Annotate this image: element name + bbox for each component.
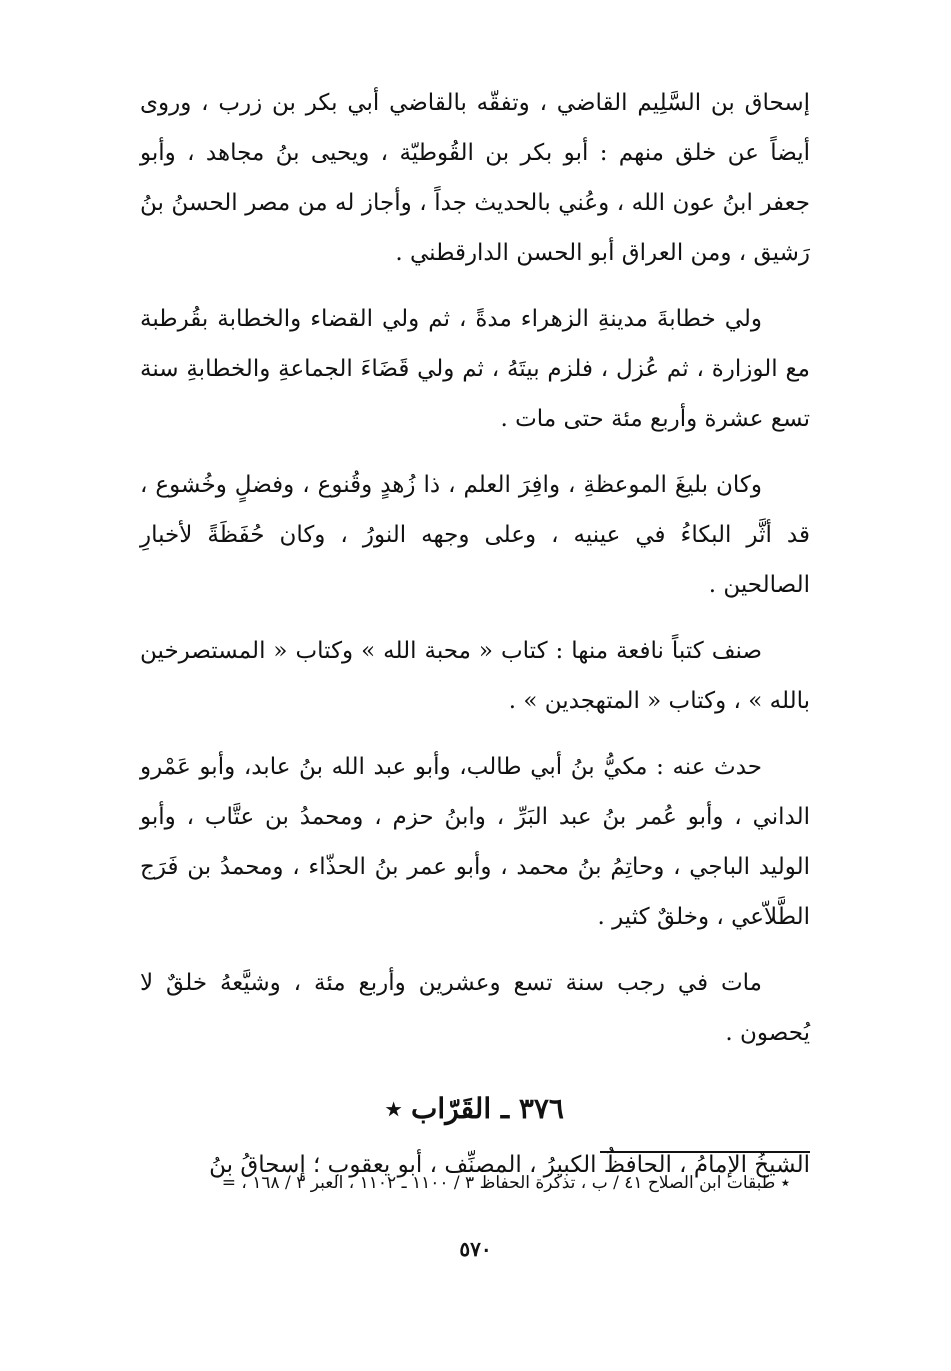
entry-body: الشيخُ الإمامُ ، الحافظُ الكبيرُ ، المصنِّف ، أبو يعقوب ؛ إسحاقُ بنُ — [209, 1152, 810, 1178]
page-number: ٥٧٠ — [459, 1237, 492, 1261]
footnote: ٭ طبقات ابن الصلاح ٤١ / ب ، تذكرة الحفاظ ٣ / ١١٠٠ ـ ١١٠٢ ، العبر ٣ / ١٦٨ ، = — [221, 1173, 790, 1193]
paragraph-6: مات في رجب سنة تسع وعشرين وأربع مئة ، وشيَّعهُ خلقٌ لا يُحصون . — [140, 970, 810, 1046]
footnote-divider — [600, 1151, 810, 1153]
paragraph-1: إسحاق بن السَّلِيم القاضي ، وتفقّه بالقاضي أبي بكر بن زرب ، وروى أيضاً عن خلق منهم : أبو بكر بن القُوطيّة ، ويحيى بنُ مجاهد ، وأبو جعفر ابنُ عون الله ، وعُني بالحديث جداً ، وأجاز له من مصر الحسنُ بنُ رَشيق ، ومن العراق أبو الحسن الدارقطني . — [140, 90, 810, 266]
main-text — [140, 78, 810, 1190]
paragraph-2: ولي خطابةَ مدينةِ الزهراء مدةً ، ثم ولي القضاء والخطابة بقُرطبة مع الوزارة ، ثم عُزل ، فلزم بيتَهُ ، ثم ولي قَضَاءَ الجماعةِ والخطابةِ سنة تسع عشرة وأربع مئة حتى مات . — [140, 306, 810, 432]
paragraph-4: صنف كتباً نافعة منها : كتاب « محبة الله » وكتاب « المستصرخين بالله » ، وكتاب « المتهجدين » . — [140, 638, 810, 714]
paragraph-3: وكان بليغَ الموعظةِ ، وافِرَ العلم ، ذا زُهدٍ وقُنوع ، وفضلٍ وخُشوع ، قد أثَّر البكاءُ في عينيه ، وعلى وجهه النورُ ، وكان حُفَظَةً لأخبارِ الصالحين . — [140, 472, 810, 598]
paragraph-5: حدث عنه : مكيُّ بنُ أبي طالب، وأبو عبد الله بنُ عابد، وأبو عَمْرو الداني ، وأبو عُمر بنُ عبد البَرِّ ، وابنُ حزم ، ومحمدُ بن عتَّاب ، وأبو الوليد الباجي ، وحاتِمُ بنُ محمد ، وأبو عمر بنُ الحذّاء ، ومحمدُ بن فَرَج الطَّلاّعي ، وخلقٌ كثير . — [140, 754, 810, 930]
entry-title: ٣٧٦ ـ القَرّاب ٭ — [386, 1092, 564, 1125]
